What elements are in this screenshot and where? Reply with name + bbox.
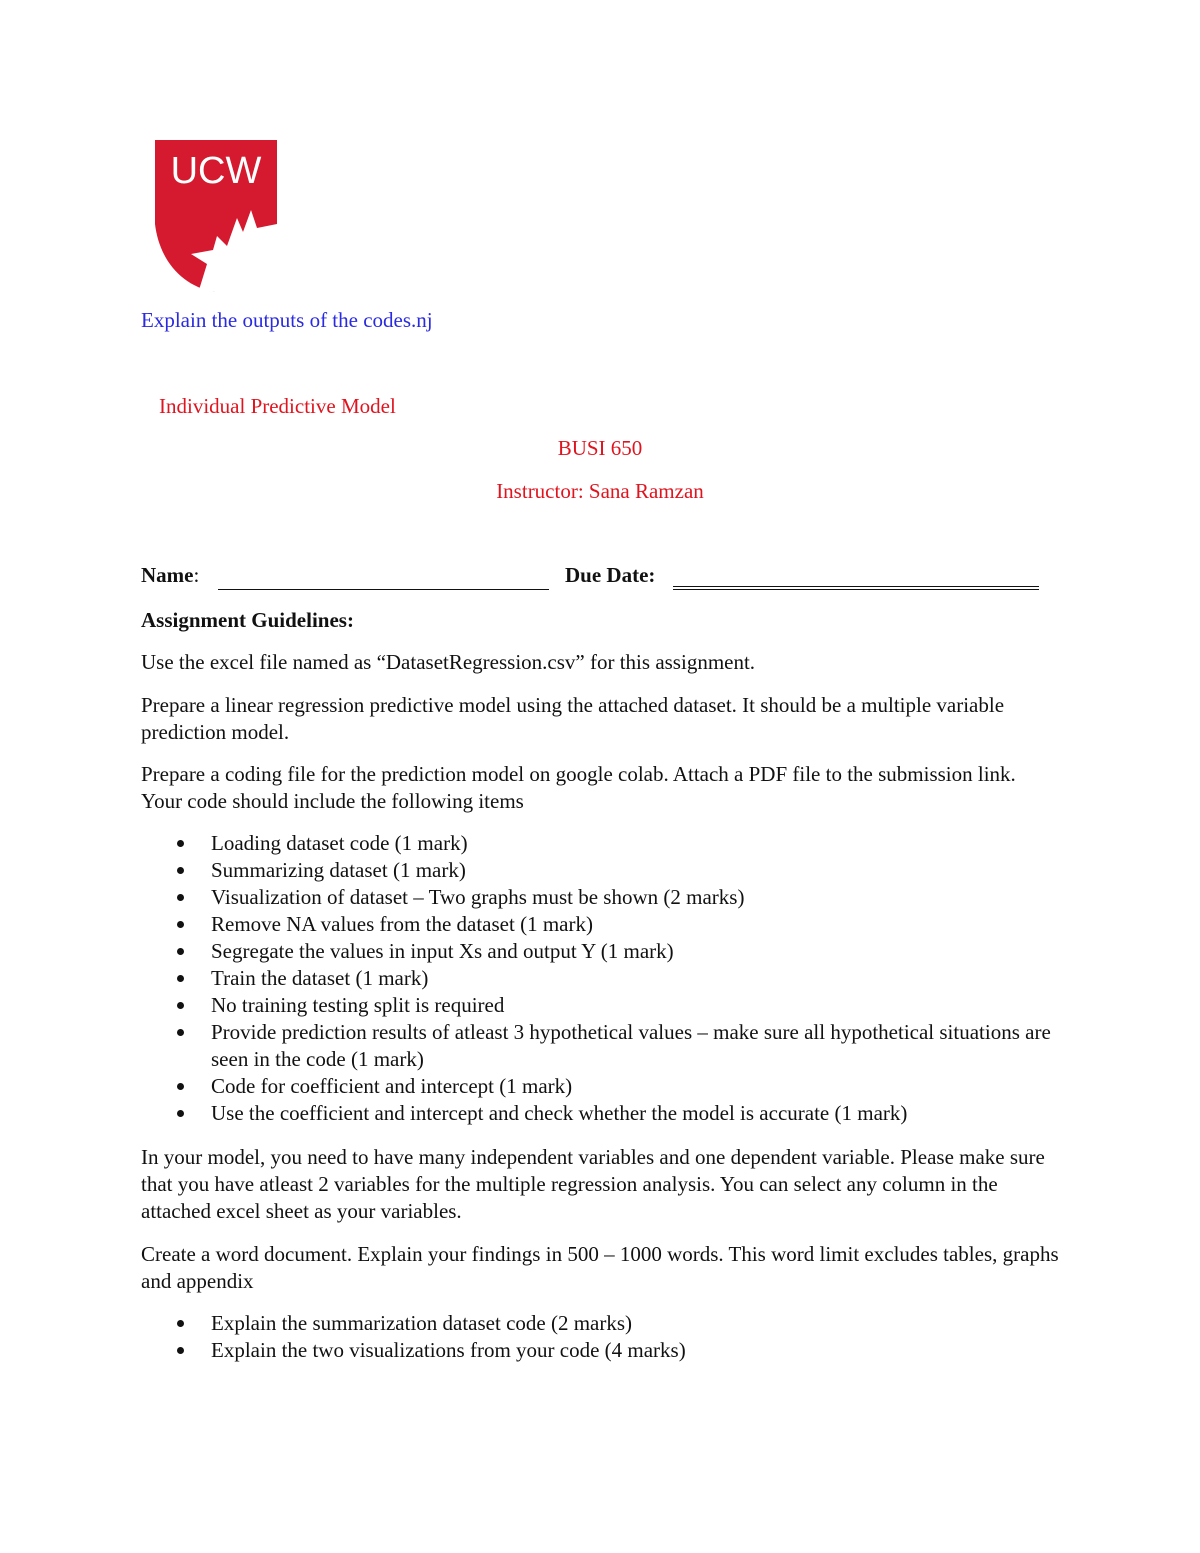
paragraph-model-type: Prepare a linear regression predictive model using the attached dataset. It should be a multiple variable prediction model. [141,693,1005,744]
list-item: Explain the summarization dataset code (2 marks) [141,1310,1061,1337]
assignment-title: Individual Predictive Model [159,394,396,418]
name-field[interactable] [218,589,549,590]
list-item: Visualization of dataset – Two graphs must be shown (2 marks) [141,884,1061,911]
list-item: Code for coefficient and intercept (1 mark) [141,1073,1061,1100]
code-items-list [141,830,1061,1127]
paragraph-variables: In your model, you need to have many independent variables and one dependent variable. Please make sure that you have atleast 2 variables for the multiple regression analysis. You can select any column in the attached excel sheet as your variables. [141,1145,1045,1223]
instructor-name: Instructor: Sana Ramzan [496,479,704,503]
note-text: Explain the outputs of the codes.nj [141,308,433,332]
course-code: BUSI 650 [557,436,643,460]
ucw-logo [155,140,277,292]
paragraph-file: Use the excel file named as “DatasetRegression.csv” for this assignment. [141,650,756,674]
paragraph-coding: Prepare a coding file for the prediction model on google colab. Attach a PDF file to the submission link. Your code should include the following items [141,762,1016,813]
list-item: Segregate the values in input Xs and output Y (1 mark) [141,938,1061,965]
list-item: Explain the two visualizations from your code (4 marks) [141,1337,1061,1364]
due-date-label: Due Date: [565,563,656,587]
name-label: Name: [141,563,200,587]
guidelines-heading: Assignment Guidelines: [141,608,354,632]
list-item: Use the coefficient and intercept and check whether the model is accurate (1 mark) [141,1100,1061,1127]
list-item: Remove NA values from the dataset (1 mark) [141,911,1061,938]
word-items-list [141,1310,1061,1364]
list-item: Train the dataset (1 mark) [141,965,1061,992]
list-item: No training testing split is required [141,992,1061,1019]
list-item: Summarizing dataset (1 mark) [141,857,1061,884]
paragraph-word-document: Create a word document. Explain your findings in 500 – 1000 words. This word limit excludes tables, graphs and appendix [141,1242,1059,1293]
list-item: Loading dataset code (1 mark) [141,830,1061,857]
name-due-row [141,563,1041,597]
list-item: Provide prediction results of atleast 3 hypothetical values – make sure all hypothetical situations are seen in the code (1 mark) [141,1019,1061,1073]
due-date-field[interactable] [673,586,1039,590]
logo-text: UCW [170,150,262,192]
